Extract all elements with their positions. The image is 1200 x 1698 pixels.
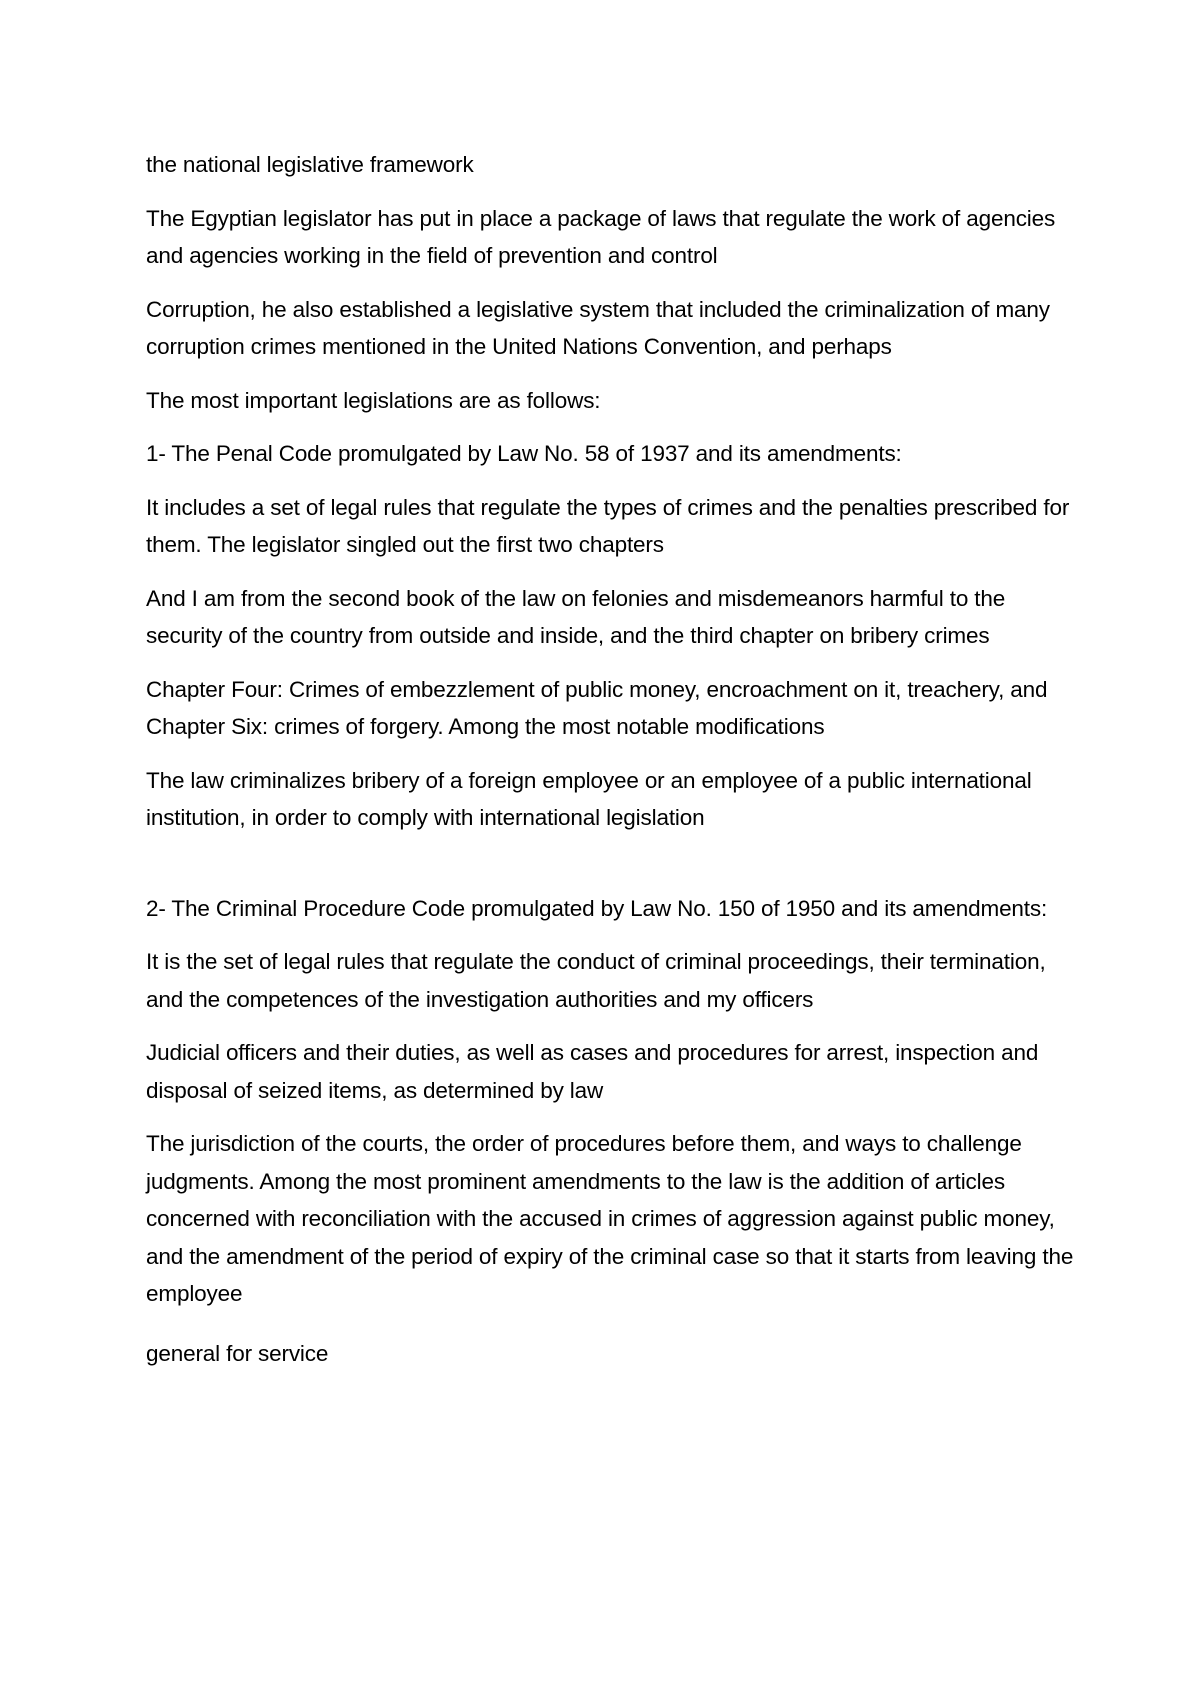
- paragraph: Corruption, he also established a legislative system that included the criminalization of many corruption crimes mentioned in the United Nations Convention, and perhaps: [146, 296, 1050, 359]
- paragraph: The Egyptian legislator has put in place a package of laws that regulate the work of agencies and agencies working in the field of prevention and control: [146, 205, 1056, 268]
- section-heading-criminal-procedure-code: 2- The Criminal Procedure Code promulgated by Law No. 150 of 1950 and its amendments:: [146, 895, 1048, 921]
- document-heading: the national legislative framework: [146, 152, 474, 177]
- paragraph: general for service: [146, 1340, 329, 1366]
- paragraph: Chapter Four: Crimes of embezzlement of public money, encroachment on it, treachery, and Chapter Six: crimes of forgery. Among the most notable modifications: [146, 676, 1048, 739]
- paragraph: It is the set of legal rules that regulate the conduct of criminal proceedings, their termination, and the competences of the investigation authorities and my officers: [146, 949, 1046, 1012]
- paragraph: The jurisdiction of the courts, the order of procedures before them, and ways to challenge judgments. Among the most prominent amendments to the law is the addition of articles concerned with reconciliation with the accused in crimes of aggression against public money, and the amendment of the period of expiry of the criminal case so that it starts from leaving the employee: [146, 1131, 1074, 1306]
- paragraph: It includes a set of legal rules that regulate the types of crimes and the penalties prescribed for them. The legislator singled out the first two chapters: [146, 494, 1070, 557]
- paragraph: Judicial officers and their duties, as well as cases and procedures for arrest, inspection and disposal of seized items, as determined by law: [146, 1040, 1039, 1103]
- document-body: [146, 146, 1076, 1388]
- section-heading-penal-code: 1- The Penal Code promulgated by Law No. 58 of 1937 and its amendments:: [146, 441, 902, 466]
- paragraph: The law criminalizes bribery of a foreign employee or an employee of a public international institution, in order to comply with international legislation: [146, 767, 1032, 830]
- paragraph: The most important legislations are as follows:: [146, 387, 601, 413]
- paragraph: And I am from the second book of the law on felonies and misdemeanors harmful to the security of the country from outside and inside, and the third chapter on bribery crimes: [146, 585, 1006, 648]
